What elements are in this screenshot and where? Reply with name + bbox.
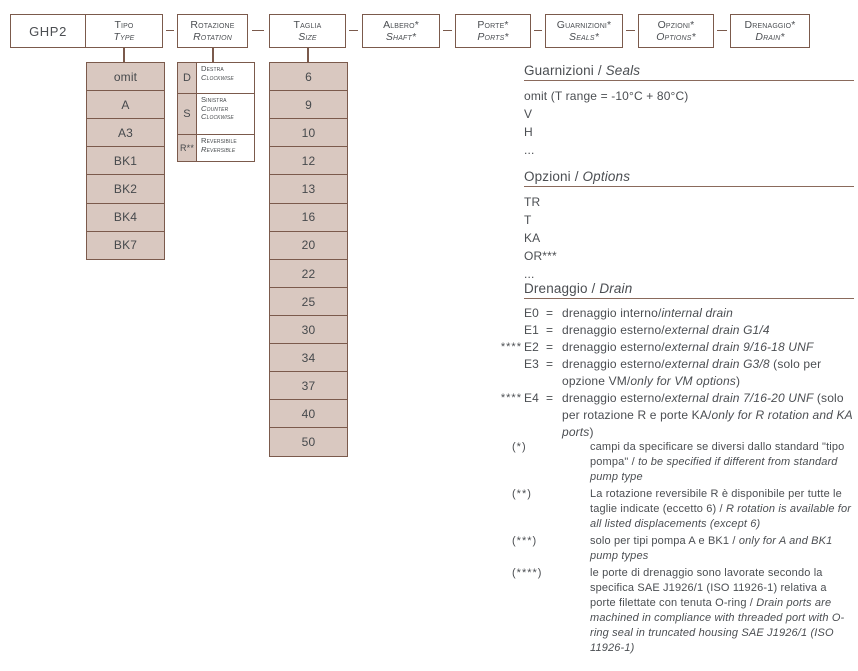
rotation-code: R** [178, 135, 197, 161]
options-item: TR [524, 195, 541, 209]
drain-content [524, 322, 854, 339]
field-options-label-it: Opzioni* [657, 18, 695, 31]
drain-desc: drenaggio esterno/external drain G1/4 [562, 323, 770, 337]
seals-section-heading: Guarnizioni / Seals [524, 63, 854, 81]
drain-desc: drenaggio esterno/external drain G3/8 (solo per opzione VM/only for VM options) [562, 357, 822, 388]
field-box-ports [455, 14, 531, 48]
rotation-desc-line: Counter [201, 103, 229, 113]
seals-section [524, 63, 854, 159]
drain-stars: **** [500, 392, 522, 404]
footnote-4 [512, 566, 854, 656]
footnote-text: le porte di drenaggio sono lavorate secondo la specifica SAE J1926/1 (ISO 11926-1) relativa a porte filettate con tenuta O-ring / Drain ports are machined in compliance with threaded port with O-ring seal in truncated housing SAE J1926/1 (ISO 11926-1) [590, 567, 845, 654]
rotation-desc-line: Destra [201, 64, 224, 73]
field-box-shaft [362, 14, 440, 48]
footnotes [512, 440, 854, 658]
connector-dash [349, 30, 358, 31]
field-box-rotation [177, 14, 248, 48]
options-item: ... [524, 267, 535, 281]
footnote-marker: (**) [512, 488, 532, 500]
field-box-seals [545, 14, 623, 48]
size-option: 13 [269, 174, 348, 204]
equals-bullet [574, 440, 590, 485]
footnote-text: solo per tipi pompa A e BK1 / only for A and BK1 pump types [590, 535, 833, 562]
size-option: 6 [269, 62, 348, 92]
size-option: 25 [269, 287, 348, 317]
type-option: A3 [86, 118, 165, 148]
connector-dash [626, 30, 635, 31]
connector-line-rotation [212, 48, 214, 62]
drain-desc: drenaggio esterno/external drain 9/16-18 UNF [562, 340, 814, 354]
drain-item-e3 [480, 356, 854, 390]
type-option: BK1 [86, 146, 165, 176]
drain-item-e0 [480, 305, 854, 322]
rotation-desc [197, 94, 254, 134]
connector-dash [443, 30, 452, 31]
field-box-type [85, 14, 163, 48]
rotation-row-s [178, 93, 254, 134]
drain-desc: drenaggio esterno/external drain 7/16-20 UNF (solo per rotazione R e porte KA/only for R rotation and KA ports) [562, 391, 853, 439]
drain-code: E0 [524, 306, 539, 320]
drain-content [524, 390, 854, 441]
seals-item: ... [524, 143, 535, 157]
drain-section-heading: Drenaggio / Drain [524, 281, 854, 299]
seals-items [524, 87, 854, 159]
field-box-options [638, 14, 714, 48]
size-option: 30 [269, 315, 348, 345]
connector-dash [166, 30, 174, 31]
size-option: 9 [269, 90, 348, 120]
field-box-drain [730, 14, 810, 48]
field-type-label-it: Tipo [114, 18, 134, 31]
connector-line-type [123, 48, 125, 62]
equals-sign: = [546, 357, 554, 371]
footnote-2 [512, 487, 854, 532]
equals-bullet [574, 487, 590, 532]
field-drain-label-en: Drain* [755, 31, 785, 43]
rotation-desc [197, 135, 254, 161]
field-rotation-label-en: Rotation [193, 31, 232, 43]
type-option: omit [86, 62, 165, 92]
type-option: BK7 [86, 231, 165, 261]
size-option: 16 [269, 203, 348, 233]
field-box-size [269, 14, 346, 48]
drain-item-e1 [480, 322, 854, 339]
seals-item: V [524, 107, 533, 121]
rotation-desc-line: Clockwise [201, 112, 234, 122]
rotation-desc-line: Clockwise [201, 72, 234, 82]
drain-stars [480, 305, 524, 322]
drain-content [524, 339, 854, 356]
footnote-marker: (*) [512, 441, 527, 453]
rotation-desc-line: Reversibile [201, 136, 237, 145]
field-rotation-label-it: Rotazione [190, 18, 235, 31]
equals-sign: = [546, 306, 554, 320]
field-options-label-en: Options* [656, 31, 696, 43]
size-option: 10 [269, 118, 348, 148]
options-item: KA [524, 231, 541, 245]
field-seals-label-en: Seals* [569, 31, 599, 43]
drain-section [480, 281, 854, 441]
type-option: A [86, 90, 165, 120]
footnote-text: La rotazione reversibile R è disponibile per tutte le taglie indicate (eccetto 6) / R rotation is available for all listed displacements (except 6) [590, 488, 852, 530]
drain-item-e2 [480, 339, 854, 356]
drain-content [524, 305, 854, 322]
footnote-text: campi da specificare se diversi dallo standard "tipo pompa" / to be specified if different from standard pump type [590, 441, 845, 483]
options-item: T [524, 213, 532, 227]
footnote-3 [512, 534, 854, 564]
footnote-1 [512, 440, 854, 485]
connector-dash [252, 30, 264, 31]
equals-sign: = [546, 391, 554, 405]
model-code-box [10, 14, 86, 48]
drain-stars [480, 322, 524, 339]
type-option: BK2 [86, 174, 165, 204]
rotation-desc [197, 63, 254, 93]
connector-line-size [307, 48, 309, 62]
size-option: 20 [269, 231, 348, 261]
field-size-label-it: Taglia [293, 18, 322, 31]
drain-desc: drenaggio interno/internal drain [562, 306, 733, 320]
options-section-heading: Opzioni / Options [524, 169, 854, 187]
options-section [524, 169, 854, 283]
drain-stars: **** [500, 341, 522, 353]
seals-item: omit (T range = -10°C + 80°C) [524, 89, 689, 103]
rotation-code: S [178, 94, 197, 134]
drain-content [524, 356, 854, 390]
drain-item-e4 [480, 390, 854, 441]
field-type-label-en: Type [113, 31, 135, 43]
field-shaft-label-en: Shaft* [385, 31, 417, 43]
footnote-marker: (****) [512, 567, 543, 579]
options-items [524, 193, 854, 283]
equals-sign: = [546, 323, 554, 337]
field-ports-label-en: Ports* [477, 31, 509, 43]
seals-item: H [524, 125, 533, 139]
field-seals-label-it: Guarnizioni* [556, 18, 612, 31]
size-option: 40 [269, 399, 348, 429]
rotation-row-d [178, 63, 254, 93]
right-sections [524, 63, 854, 283]
size-options-column [269, 62, 348, 457]
drain-code: E3 [524, 357, 539, 371]
connector-dash [534, 30, 542, 31]
model-code: GHP2 [29, 23, 67, 39]
size-option: 37 [269, 371, 348, 401]
rotation-options-table [177, 62, 255, 162]
field-ports-label-it: Porte* [477, 18, 509, 31]
footnote-marker: (***) [512, 535, 538, 547]
field-shaft-label-it: Albero* [383, 18, 419, 31]
field-drain-label-it: Drenaggio* [744, 18, 796, 31]
rotation-code: D [178, 63, 197, 93]
drain-code: E1 [524, 323, 539, 337]
equals-sign: = [546, 340, 554, 354]
options-item: OR*** [524, 249, 557, 263]
rotation-row-r [178, 134, 254, 161]
type-options-column [86, 62, 165, 260]
drain-stars [480, 356, 524, 390]
equals-bullet [574, 566, 590, 656]
size-option: 50 [269, 427, 348, 457]
drain-code: E4 [524, 391, 539, 405]
field-size-label-en: Size [298, 31, 317, 43]
drain-code: E2 [524, 340, 539, 354]
size-option: 22 [269, 259, 348, 289]
size-option: 12 [269, 146, 348, 176]
connector-dash [717, 30, 727, 31]
size-option: 34 [269, 343, 348, 373]
equals-bullet [574, 534, 590, 564]
rotation-desc-line: Reversible [201, 144, 236, 154]
type-option: BK4 [86, 203, 165, 233]
rotation-desc-line: Sinistra [201, 95, 227, 104]
